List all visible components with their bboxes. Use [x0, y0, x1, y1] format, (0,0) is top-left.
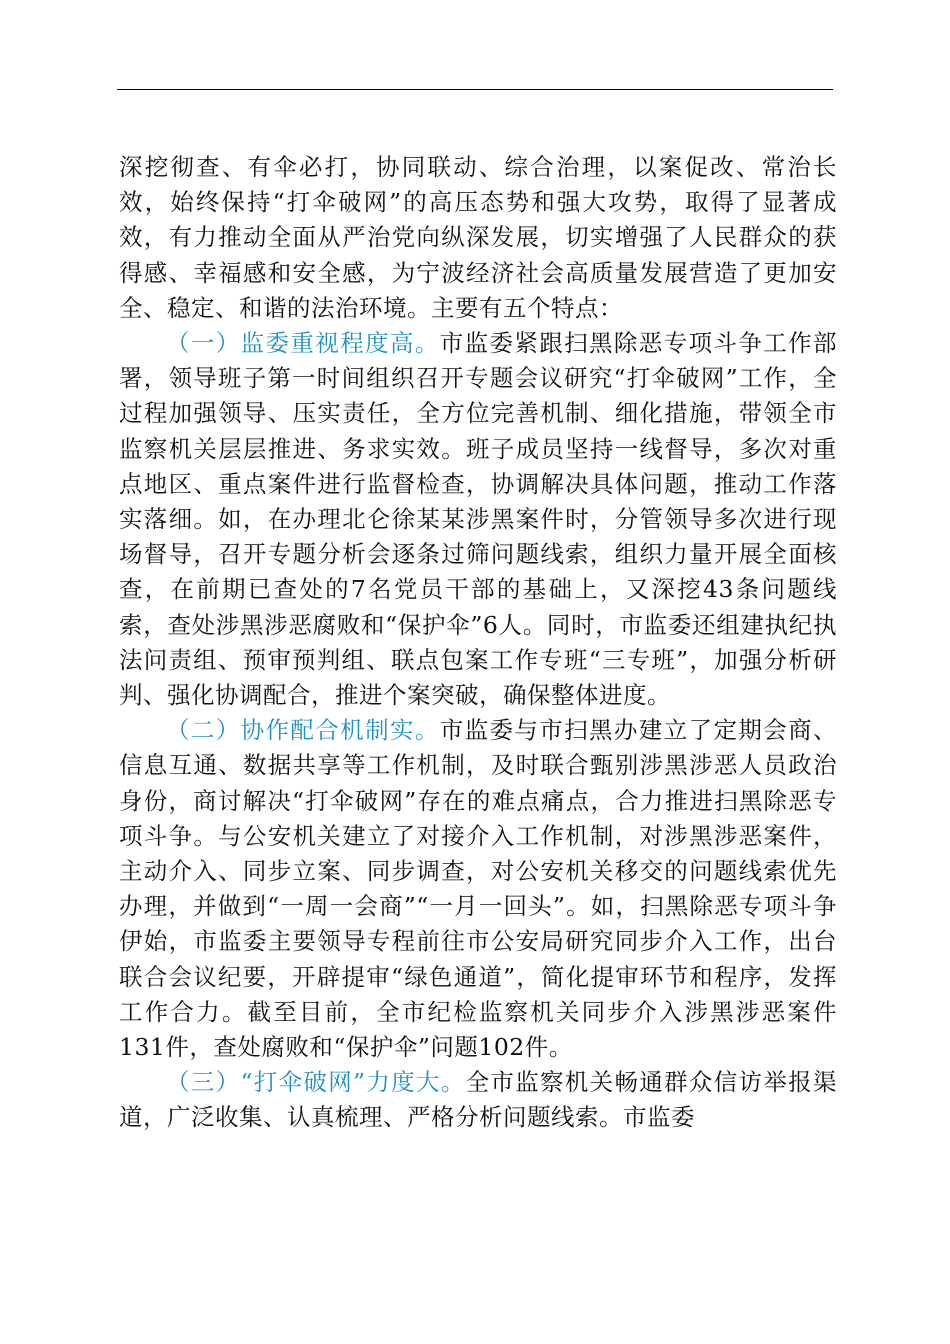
- paragraph-section-1: [119, 326, 837, 713]
- paragraph-heading: （三）“打伞破网”力度大。: [166, 1068, 466, 1097]
- header-rule: [117, 89, 833, 90]
- document-body: [119, 150, 837, 1136]
- paragraph-section-2: [119, 713, 837, 1065]
- paragraph-heading: （二）协作配合机制实。: [166, 716, 440, 745]
- paragraph-text: 全市监察机关畅通群众信访举报渠道，广泛收集、认真梳理、严格分析问题线索。市监委: [119, 1068, 838, 1132]
- paragraph-intro: [119, 150, 837, 326]
- paragraph-text: 深挖彻查、有伞必打，协同联动、综合治理，以案促改、常治长效，始终保持“打伞破网”的高压态势和强大攻势，取得了显著成效，有力推动全面从严治党向纵深发展，切实增强了人民群众的获得感、幸福感和安全感，为宁波经济社会高质量发展营造了更加安全、稳定、和谐的法治环境。主要有五个特点：: [119, 153, 837, 322]
- paragraph-section-3: [119, 1065, 837, 1135]
- paragraph-heading: （一）监委重视程度高。: [166, 329, 440, 358]
- paragraph-text: 市监委紧跟扫黑除恶专项斗争工作部署，领导班子第一时间组织召开专题会议研究“打伞破网”工作，全过程加强领导、压实责任，全方位完善机制、细化措施，带领全市监察机关层层推进、务求实效。班子成员坚持一线督导，多次对重点地区、重点案件进行监督检查，协调解决具体问题，推动工作落实落细。如，在办理北仑徐某某涉黑案件时，分管领导多次进行现场督导，召开专题分析会逐条过筛问题线索，组织力量开展全面核查，在前期已查处的7名党员干部的基础上，又深挖43条问题线索，查处涉黑涉恶腐败和“保护伞”6人。同时，市监委还组建执纪执法问责组、预审预判组、联点包案工作专班“三专班”，加强分析研判、强化协调配合，推进个案突破，确保整体进度。: [119, 329, 838, 710]
- paragraph-text: 市监委与市扫黑办建立了定期会商、信息互通、数据共享等工作机制，及时联合甄别涉黑涉恶人员政治身份，商讨解决“打伞破网”存在的难点痛点，合力推进扫黑除恶专项斗争。与公安机关建立了对接介入工作机制，对涉黑涉恶案件，主动介入、同步立案、同步调查，对公安机关移交的问题线索优先办理，并做到“一周一会商”“一月一回头”。如，扫黑除恶专项斗争伊始，市监委主要领导专程前往市公安局研究同步介入工作，出台联合会议纪要，开辟提审“绿色通道”，简化提审环节和程序，发挥工作合力。截至目前，全市纪检监察机关同步介入涉黑涉恶案件131件，查处腐败和“保护伞”问题102件。: [119, 716, 838, 1062]
